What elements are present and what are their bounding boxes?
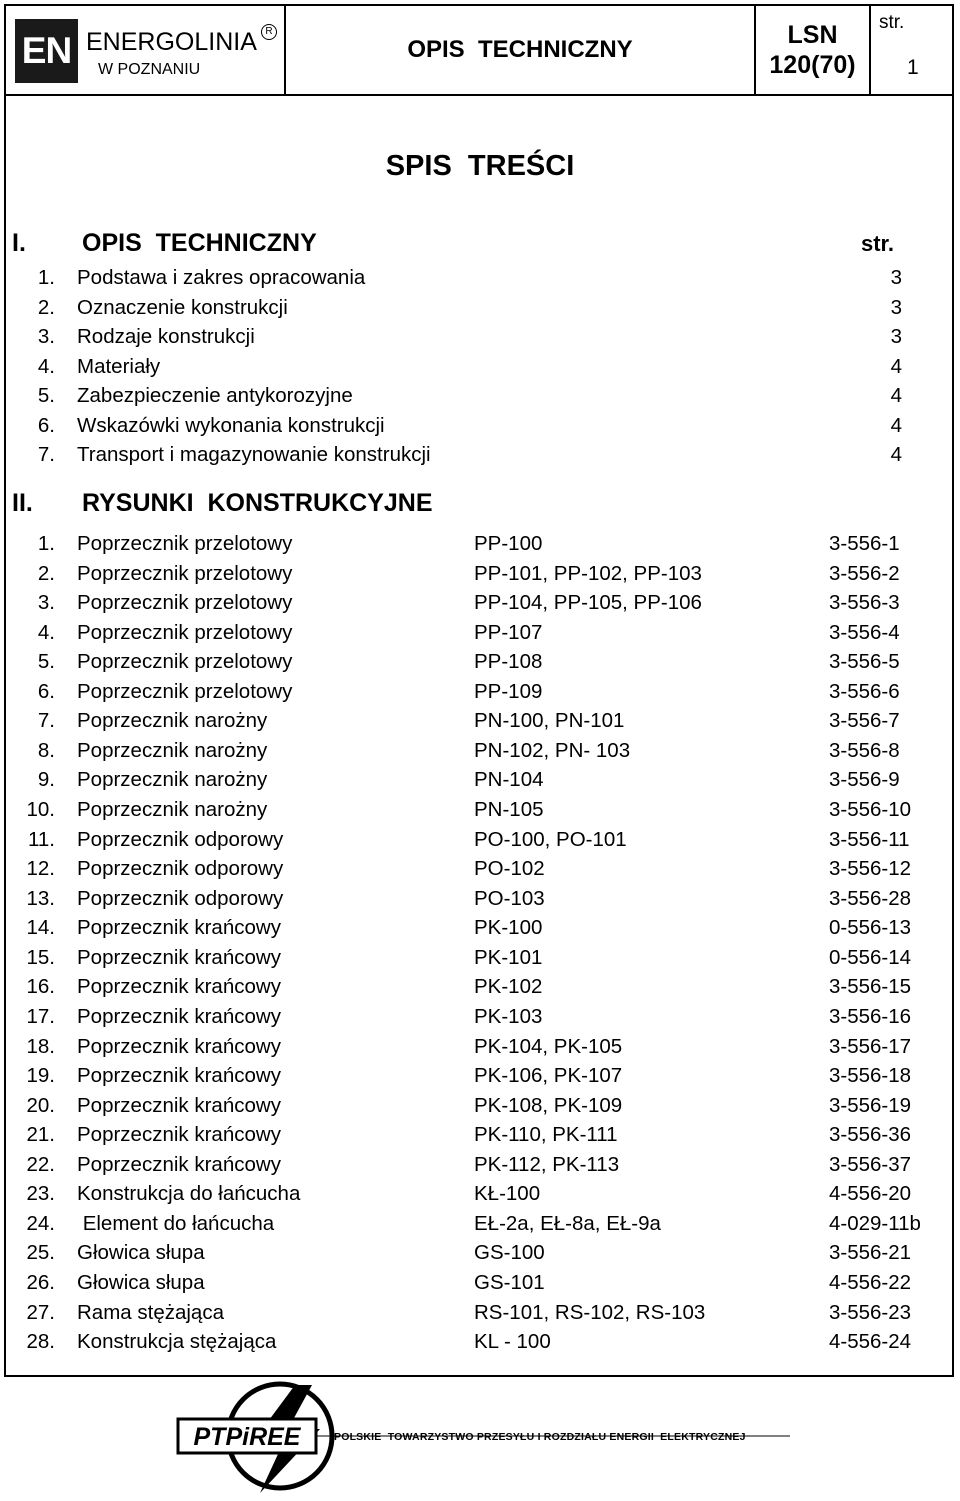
drawing-item (0, 1212, 960, 1241)
page-column-label: str. (861, 231, 895, 256)
drawing-item (0, 680, 960, 709)
item-drawing-number: 3-556-37 (829, 1152, 912, 1176)
section-1-number: I. (12, 229, 26, 257)
item-code: PN-105 (474, 798, 544, 822)
item-drawing-number: 3-556-36 (829, 1123, 912, 1147)
item-title: Poprzecznik krańcowy (77, 916, 281, 940)
item-drawing-number: 3-556-8 (829, 738, 900, 762)
drawing-item (0, 828, 960, 857)
item-code: PN-100, PN-101 (474, 709, 625, 733)
item-number: 28. (26, 1330, 55, 1354)
item-page: 4 (890, 413, 902, 437)
item-title: Zabezpieczenie antykorozyjne (77, 384, 353, 407)
item-code: PK-102 (474, 975, 543, 999)
item-title: Poprzecznik przelotowy (77, 532, 293, 555)
item-drawing-number: 4-556-22 (829, 1271, 912, 1294)
item-number: 23. (26, 1182, 55, 1206)
item-drawing-number: 3-556-1 (829, 532, 900, 555)
item-drawing-number: 3-556-21 (829, 1241, 912, 1265)
item-number: 7. (37, 443, 55, 466)
item-title: Poprzecznik odporowy (77, 827, 284, 851)
page-cell (871, 6, 952, 94)
item-drawing-number: 3-556-2 (829, 561, 900, 585)
drawing-item (0, 650, 960, 679)
doc-title-cell (286, 6, 756, 94)
drawing-item (0, 1035, 960, 1064)
item-drawing-number: 3-556-12 (829, 857, 912, 881)
item-number: 15. (26, 945, 55, 969)
item-number: 20. (26, 1093, 55, 1117)
item-number: 10. (26, 798, 55, 822)
company-name: ENERGOLINIA (86, 28, 257, 56)
item-drawing-number: 3-556-15 (829, 975, 912, 999)
item-page: 4 (890, 443, 902, 466)
item-number: 2. (37, 561, 55, 585)
item-code: PK-103 (474, 1004, 543, 1028)
item-page: 3 (890, 266, 902, 289)
item-drawing-number: 3-556-28 (829, 886, 912, 910)
item-code: GS-100 (474, 1241, 545, 1265)
item-title: Poprzecznik krańcowy (77, 1093, 281, 1117)
item-title: Materiały (77, 354, 161, 378)
item-number: 19. (26, 1064, 55, 1088)
item-title: Konstrukcja stężająca (77, 1330, 277, 1354)
drawing-item (0, 916, 960, 945)
item-code: PO-100, PO-101 (474, 827, 627, 851)
company-city: W POZNANIU (98, 61, 201, 78)
item-code: GS-101 (474, 1271, 545, 1294)
drawing-item (0, 739, 960, 768)
toc-item (0, 443, 960, 472)
drawing-item (0, 709, 960, 738)
item-code: PK-108, PK-109 (474, 1093, 623, 1117)
item-drawing-number: 4-556-20 (829, 1182, 912, 1206)
item-code: PK-101 (474, 945, 543, 969)
item-code: PP-107 (474, 620, 543, 644)
document-header (4, 4, 954, 96)
item-title: Transport i magazynowanie konstrukcji (77, 443, 431, 466)
item-number: 6. (37, 413, 55, 437)
item-number: 12. (26, 857, 55, 881)
drawing-item (0, 946, 960, 975)
page-label: str. (879, 12, 905, 33)
item-number: 22. (26, 1152, 55, 1176)
doc-code-line2: 120(70) (769, 51, 856, 79)
item-title: Poprzecznik krańcowy (77, 1152, 281, 1176)
drawing-item (0, 562, 960, 591)
drawing-item (0, 1182, 960, 1211)
item-title: Poprzecznik przelotowy (77, 591, 293, 615)
item-drawing-number: 0-556-14 (829, 945, 912, 969)
item-number: 1. (37, 532, 55, 555)
item-code: PP-101, PP-102, PP-103 (474, 561, 702, 585)
toc-item (0, 325, 960, 354)
section-2-heading (12, 489, 612, 519)
page-number: 1 (907, 56, 919, 79)
drawing-item (0, 975, 960, 1004)
item-number: 9. (37, 768, 55, 792)
toc-item (0, 266, 960, 295)
item-code: PK-104, PK-105 (474, 1034, 623, 1058)
item-number: 24. (26, 1211, 55, 1235)
item-page: 3 (890, 295, 902, 319)
doc-title: OPIS TECHNICZNY (407, 36, 633, 63)
drawing-item (0, 1094, 960, 1123)
drawing-item (0, 887, 960, 916)
item-code: PN-104 (474, 768, 544, 792)
item-title: Rama stężająca (77, 1300, 224, 1324)
item-title: Poprzecznik narożny (77, 738, 268, 762)
drawing-item (0, 621, 960, 650)
item-title: Oznaczenie konstrukcji (77, 295, 288, 319)
toc-item (0, 384, 960, 413)
item-code: PO-102 (474, 857, 545, 881)
item-title: Poprzecznik krańcowy (77, 945, 281, 969)
item-title: Poprzecznik narożny (77, 709, 268, 733)
item-title: Poprzecznik przelotowy (77, 620, 293, 644)
item-drawing-number: 3-556-5 (829, 650, 900, 674)
item-code: PN-102, PN- 103 (474, 738, 631, 762)
drawing-item (0, 768, 960, 797)
drawing-item (0, 1153, 960, 1182)
registered-mark: R (261, 24, 277, 40)
item-code: PK-112, PK-113 (474, 1152, 620, 1176)
drawing-item (0, 857, 960, 886)
drawing-item (0, 1301, 960, 1330)
drawing-item (0, 1271, 960, 1300)
item-code: PP-109 (474, 679, 543, 703)
item-drawing-number: 3-556-23 (829, 1300, 912, 1324)
logo-text: PTPiREE (193, 1423, 301, 1451)
item-title: Poprzecznik przelotowy (77, 561, 293, 585)
toc-item (0, 296, 960, 325)
drawing-item (0, 1005, 960, 1034)
item-drawing-number: 3-556-11 (829, 827, 910, 851)
item-drawing-number: 3-556-10 (829, 798, 912, 822)
item-title: Podstawa i zakres opracowania (77, 266, 366, 289)
item-title: Głowica słupa (77, 1241, 205, 1265)
item-code: KŁ-100 (474, 1182, 541, 1206)
item-number: 27. (26, 1300, 55, 1324)
item-drawing-number: 0-556-13 (829, 916, 912, 940)
item-number: 4. (37, 354, 55, 378)
item-title: Poprzecznik krańcowy (77, 975, 281, 999)
item-title: Poprzecznik przelotowy (77, 679, 293, 703)
en-logo-mark: EN (15, 19, 78, 83)
item-number: 6. (37, 679, 55, 703)
item-code: PP-108 (474, 650, 543, 674)
toc-title: SPIS TREŚCI (385, 150, 575, 182)
item-drawing-number: 4-556-24 (829, 1330, 912, 1354)
drawing-item (0, 798, 960, 827)
drawing-item (0, 1241, 960, 1270)
item-code: PP-104, PP-105, PP-106 (474, 591, 702, 615)
section-1-title: OPIS TECHNICZNY (82, 229, 317, 257)
item-drawing-number: 3-556-7 (829, 709, 900, 733)
company-logo-cell (6, 6, 286, 94)
item-drawing-number: 3-556-9 (829, 768, 900, 792)
item-number: 8. (37, 738, 55, 762)
item-title: Konstrukcja do łańcucha (77, 1182, 301, 1206)
item-number: 13. (26, 886, 55, 910)
drawing-item (0, 1064, 960, 1093)
organization-name: POLSKIE TOWARZYSTWO PRZESYŁU I ROZDZIAŁU ENERGII ELEKTRYCZNEJ (334, 1431, 746, 1443)
drawing-item (0, 532, 960, 561)
item-number: 5. (37, 384, 55, 407)
item-drawing-number: 3-556-3 (829, 591, 900, 615)
item-code: PK-110, PK-111 (474, 1123, 618, 1147)
item-title: Poprzecznik przelotowy (77, 650, 293, 674)
item-number: 16. (26, 975, 55, 999)
item-number: 3. (37, 591, 55, 615)
item-number: 11. (28, 827, 55, 851)
item-number: 18. (26, 1034, 55, 1058)
item-number: 4. (37, 620, 55, 644)
item-drawing-number: 3-556-16 (829, 1004, 912, 1028)
doc-code-cell (756, 6, 871, 94)
item-title: Głowica słupa (77, 1271, 205, 1294)
item-number: 1. (37, 266, 55, 289)
item-number: 17. (26, 1004, 55, 1028)
item-code: EŁ-2a, EŁ-8a, EŁ-9a (474, 1211, 661, 1235)
item-number: 7. (37, 709, 55, 733)
item-number: 5. (37, 650, 55, 674)
item-page: 4 (890, 384, 902, 407)
item-drawing-number: 3-556-17 (829, 1034, 912, 1058)
item-title: Poprzecznik odporowy (77, 857, 284, 881)
item-page: 4 (890, 354, 902, 378)
item-drawing-number: 3-556-19 (829, 1093, 912, 1117)
item-title: Wskazówki wykonania konstrukcji (77, 413, 385, 437)
item-title: Poprzecznik krańcowy (77, 1004, 281, 1028)
item-title: Poprzecznik narożny (77, 768, 268, 792)
drawing-item (0, 1330, 960, 1359)
item-number: 26. (26, 1271, 55, 1294)
item-drawing-number: 3-556-4 (829, 620, 900, 644)
item-title: Poprzecznik krańcowy (77, 1034, 281, 1058)
item-number: 2. (37, 295, 55, 319)
item-code: KL - 100 (474, 1330, 551, 1354)
item-drawing-number: 3-556-6 (829, 679, 900, 703)
item-title: Element do łańcucha (77, 1211, 275, 1235)
drawing-item (0, 591, 960, 620)
item-drawing-number: 4-029-11b (829, 1211, 921, 1235)
item-code: RS-101, RS-102, RS-103 (474, 1300, 706, 1324)
item-title: Rodzaje konstrukcji (77, 325, 255, 348)
item-title: Poprzecznik krańcowy (77, 1064, 281, 1088)
item-title: Poprzecznik odporowy (77, 886, 284, 910)
item-code: PK-100 (474, 916, 543, 940)
item-number: 25. (26, 1241, 55, 1265)
item-number: 14. (26, 916, 55, 940)
section-2-title: RYSUNKI KONSTRUKCYJNE (82, 489, 433, 517)
drawing-item (0, 1123, 960, 1152)
item-code: PK-106, PK-107 (474, 1064, 623, 1088)
item-drawing-number: 3-556-18 (829, 1064, 912, 1088)
item-number: 3. (37, 325, 55, 348)
item-code: PO-103 (474, 886, 545, 910)
item-title: Poprzecznik narożny (77, 798, 268, 822)
toc-item (0, 414, 960, 443)
item-code: PP-100 (474, 532, 543, 555)
item-page: 3 (890, 325, 902, 348)
section-1-heading (12, 229, 412, 259)
section-2-number: II. (12, 489, 33, 517)
toc-item (0, 355, 960, 384)
item-number: 21. (26, 1123, 55, 1147)
doc-code-line1: LSN (787, 21, 838, 49)
item-title: Poprzecznik krańcowy (77, 1123, 281, 1147)
